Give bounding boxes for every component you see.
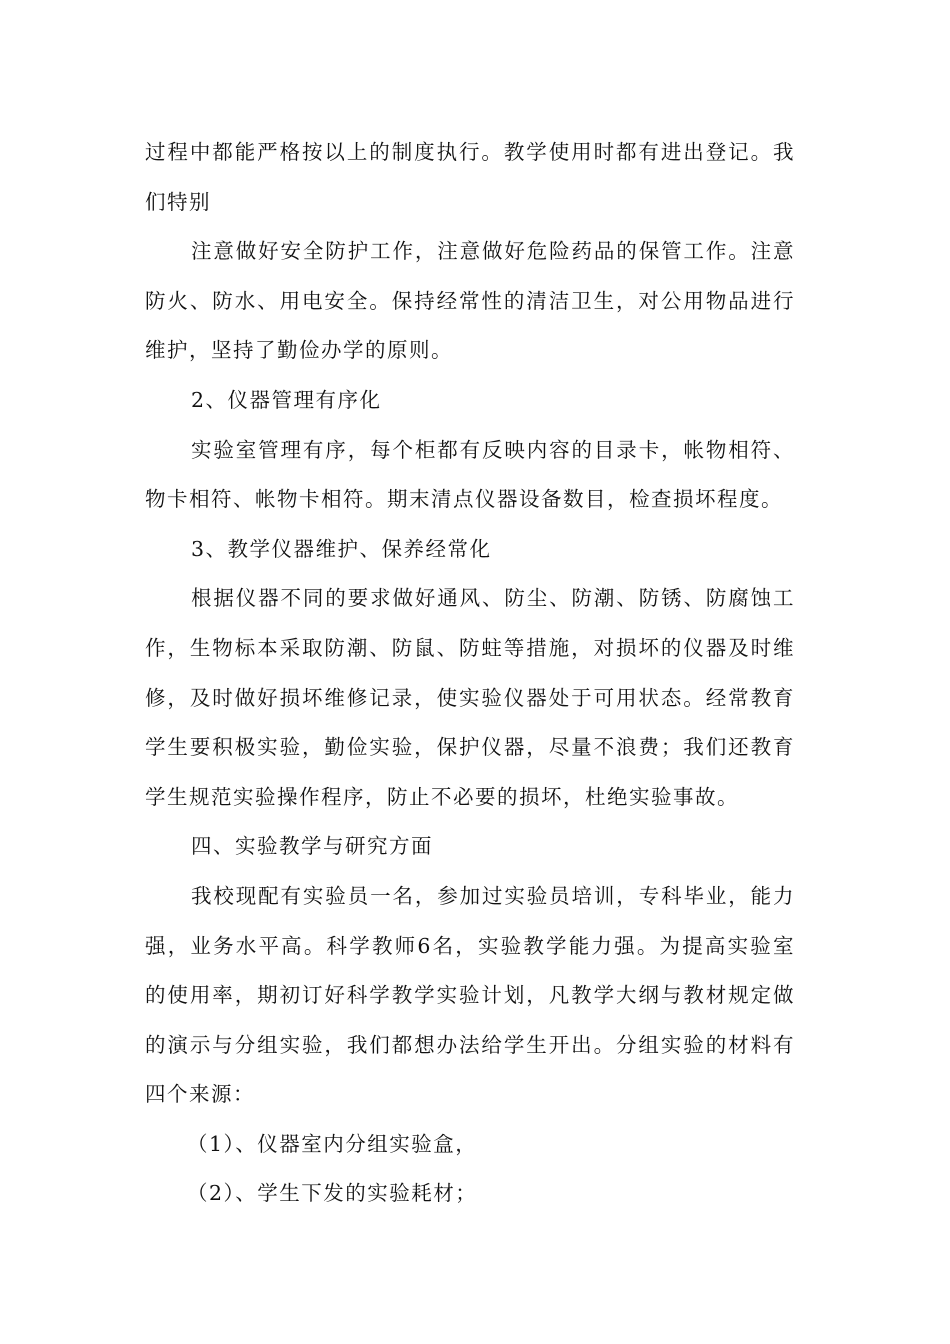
list-item-1: （1）、仪器室内分组实验盒， [187, 1131, 478, 1156]
paragraph-lab-order: 实验室管理有序，每个柜都有反映内容的目录卡，帐物相符、物卡相符、帐物卡相符。期末清点仪器设备数目，检查损坏程度。 [145, 437, 795, 512]
list-item-2: （2）、学生下发的实验耗材； [187, 1181, 478, 1206]
paragraph-maintenance: 根据仪器不同的要求做好通风、防尘、防潮、防锈、防腐蚀工作，生物标本采取防潮、防鼠、防蛀等措施，对损坏的仪器及时维修，及时做好损坏维修记录，使实验仪器处于可用状态。经常教育学生要积极实验，勤俭实验，保护仪器，尽量不浪费；我们还教育学生规范实验操作程序，防止不必要的损坏，杜绝实验事故。 [145, 586, 795, 809]
paragraph-safety: 注意做好安全防护工作，注意做好危险药品的保管工作。注意防火、防水、用电安全。保持经常性的清洁卫生，对公用物品进行维护，坚持了勤俭办学的原则。 [145, 239, 795, 363]
paragraph-staff: 我校现配有实验员一名，参加过实验员培训，专科毕业，能力强，业务水平高。科学教师6名，实验教学能力强。为提高实验室的使用率，期初订好科学教学实验计划，凡教学大纲与教材规定做的演示与分组实验，我们都想办法给学生开出。分组实验的材料有四个来源： [145, 883, 795, 1107]
heading-instrument-management: 2、仪器管理有序化 [191, 387, 382, 412]
heading-teaching-research: 四、实验教学与研究方面 [191, 834, 433, 859]
heading-instrument-maintenance: 3、教学仪器维护、保养经常化 [191, 536, 492, 561]
document-body [145, 128, 795, 1219]
paragraph-continuation: 过程中都能严格按以上的制度执行。教学使用时都有进出登记。我们特别 [145, 140, 795, 214]
